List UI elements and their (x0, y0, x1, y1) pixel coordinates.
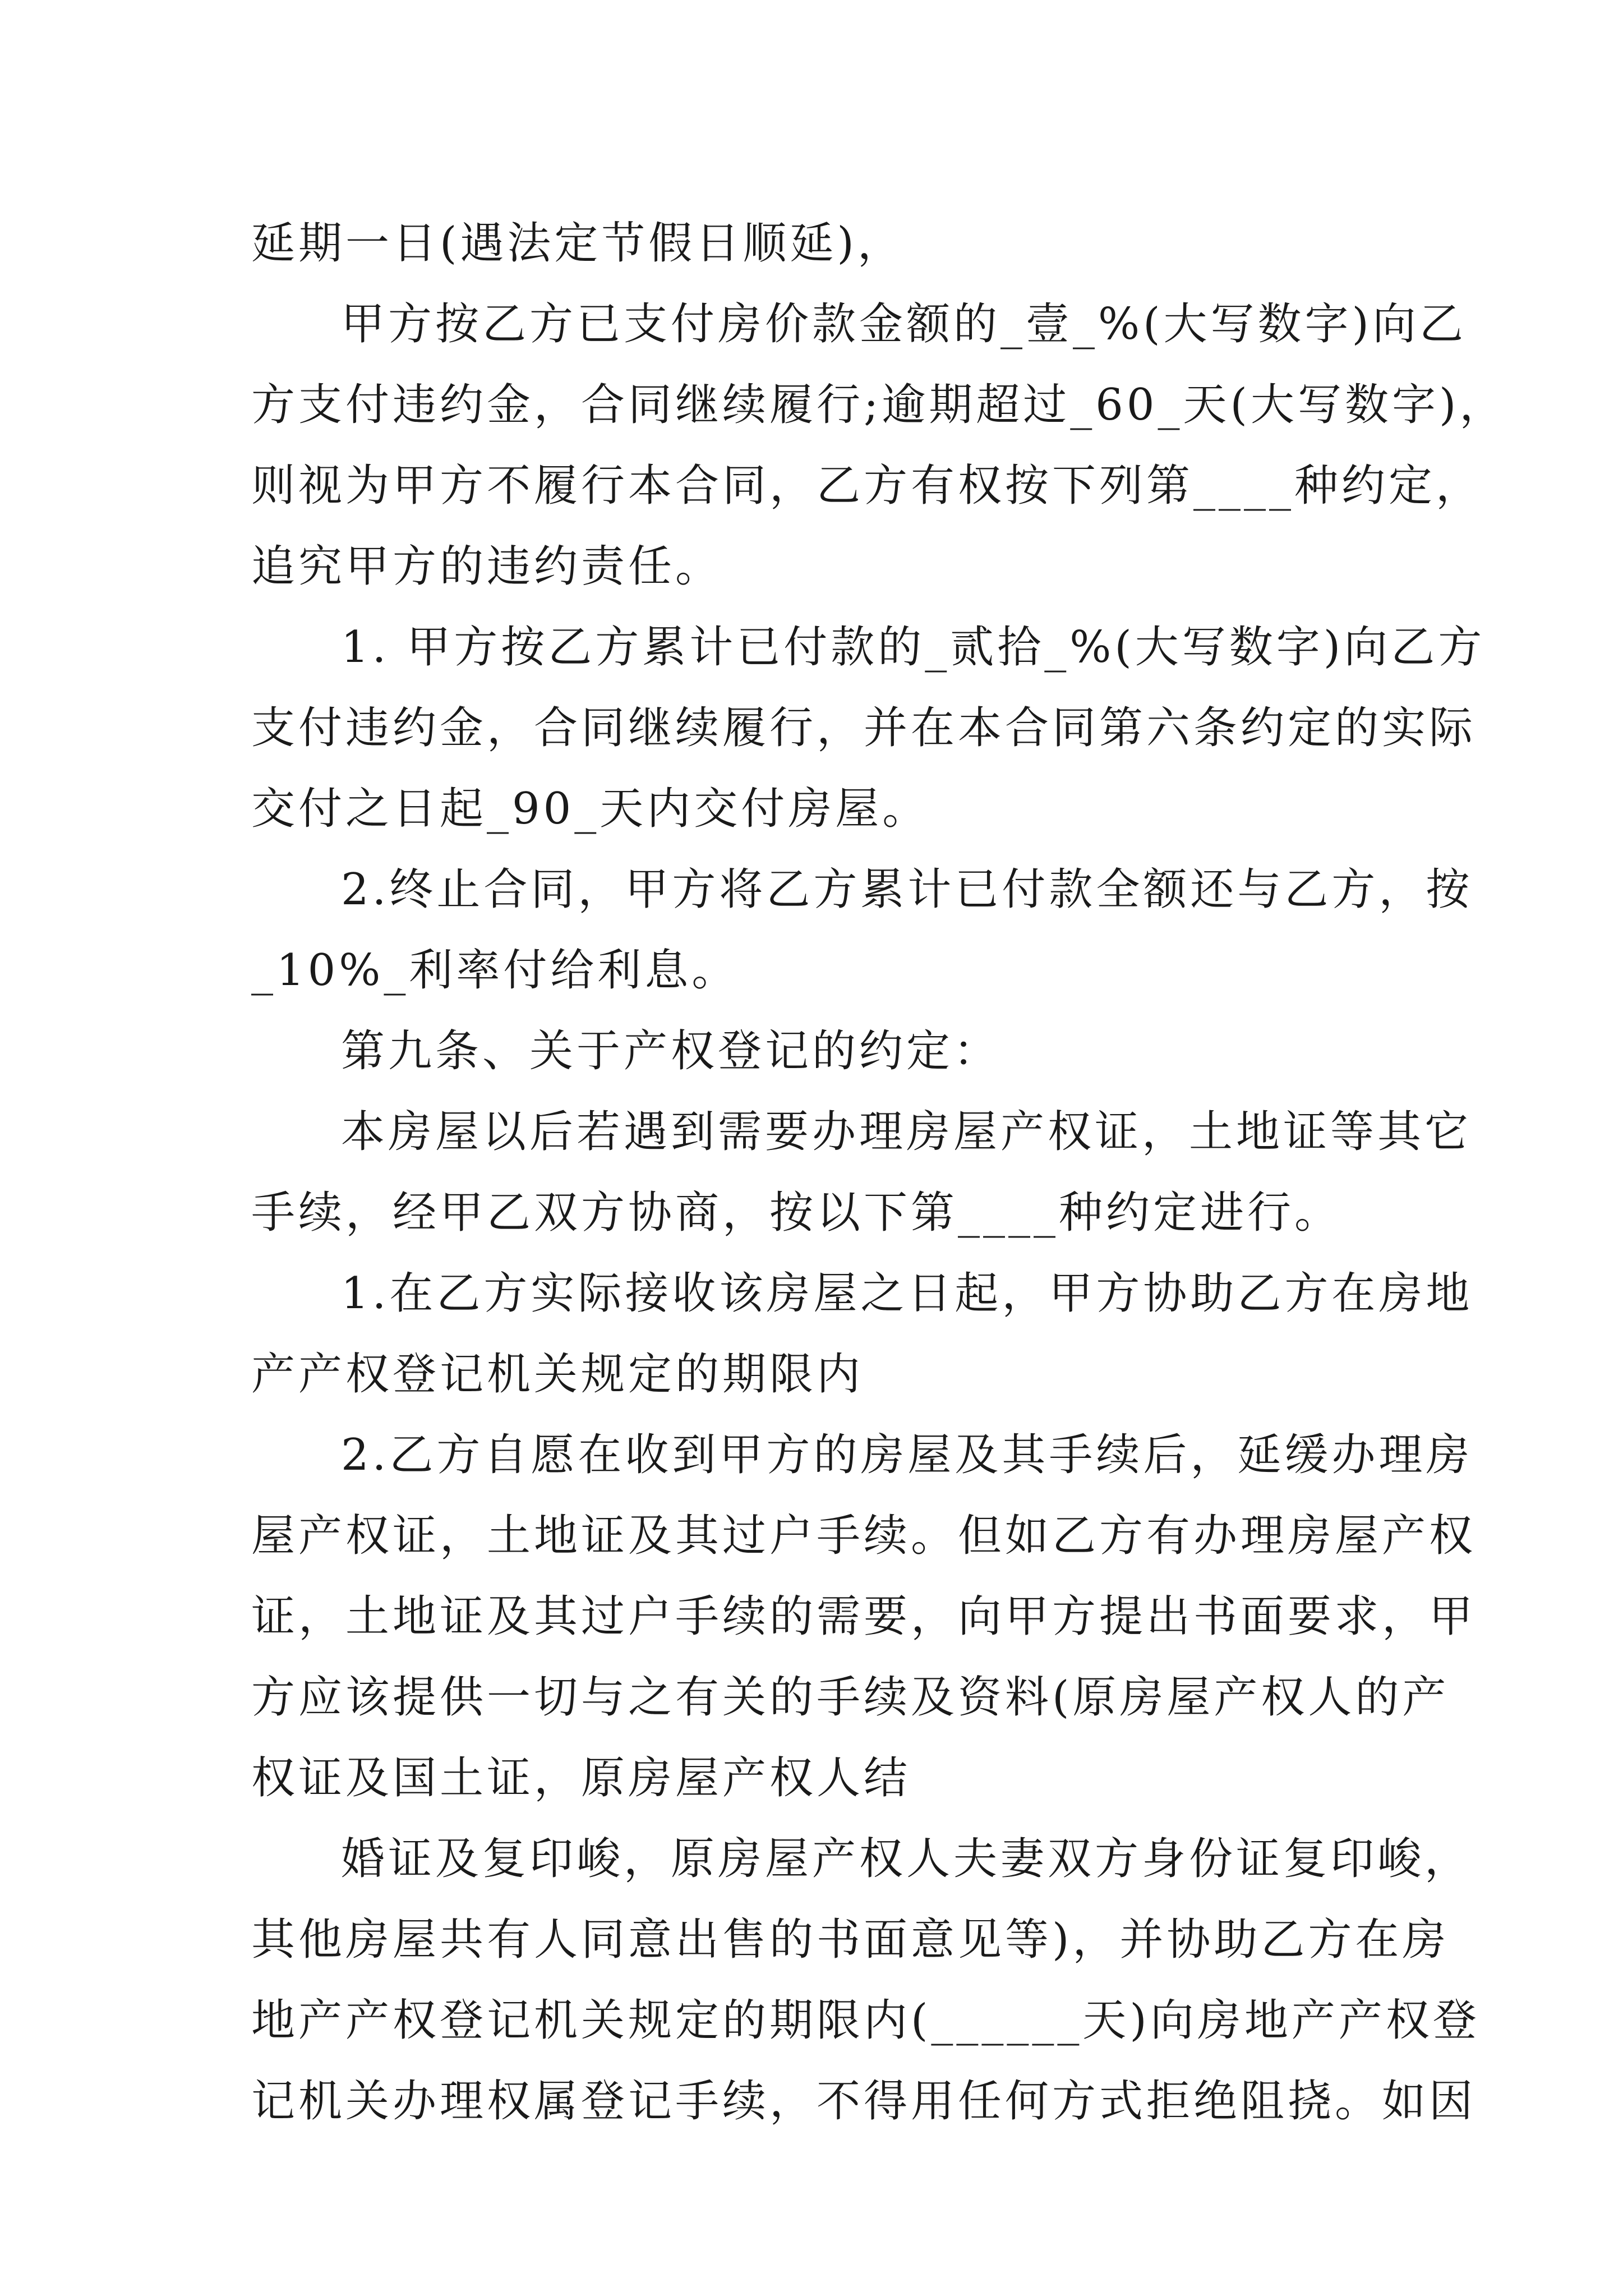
text-line: 其他房屋共有人同意出售的书面意见等)，并协助乙方在房 (251, 1915, 1450, 1965)
section-heading: 第九条、关于产权登记的约定： (341, 1026, 1001, 1076)
text-line: 延期一日(遇法定节假日顺延)， (251, 218, 905, 269)
text-line: 2.终止合同，甲方将乙方累计已付款全额还与乙方，按 (341, 864, 1473, 915)
text-line: 地产产权登记机关规定的期限内(______天)向房地产产权登 (251, 1995, 1480, 2046)
text-line: 支付违约金，合同继续履行，并在本合同第六条约定的实际 (251, 703, 1477, 753)
text-line: 屋产权证，土地证及其过户手续。但如乙方有办理房屋产权 (251, 1511, 1477, 1561)
text-line: 1. 甲方按乙方累计已付款的_贰拾_%(大写数字)向乙方 (341, 622, 1486, 673)
text-line: _10%_利率付给利息。 (251, 945, 739, 996)
text-line: 1.在乙方实际接收该房屋之日起，甲方协助乙方在房地 (341, 1268, 1473, 1319)
document-body (251, 203, 1507, 2142)
text-line: 产产权登记机关规定的期限内 (251, 1349, 864, 1400)
text-line: 方支付违约金，合同继续履行;逾期超过_60_天(大写数字)， (251, 380, 1507, 430)
text-line: 手续，经甲乙双方协商，按以下第____种约定进行。 (251, 1188, 1342, 1238)
text-line: 记机关办理权属登记手续，不得用任何方式拒绝阻挠。如因 (251, 2076, 1477, 2127)
text-line: 方应该提供一切与之有关的手续及资料(原房屋产权人的产 (251, 1672, 1450, 1723)
text-line: 追究甲方的违约责任。 (251, 541, 723, 592)
text-line: 则视为甲方不履行本合同，乙方有权按下列第____种约定， (251, 461, 1483, 511)
text-line: 证，土地证及其过户手续的需要，向甲方提出书面要求，甲 (251, 1591, 1477, 1642)
text-line: 2.乙方自愿在收到甲方的房屋及其手续后，延缓办理房 (341, 1430, 1473, 1480)
text-line: 交付之日起_90_天内交付房屋。 (251, 784, 930, 834)
text-line: 权证及国土证，原房屋产权人结 (251, 1753, 911, 1803)
text-line: 甲方按乙方已支付房价款金额的_壹_%(大写数字)向乙 (341, 299, 1467, 349)
text-line: 本房屋以后若遇到需要办理房屋产权证，土地证等其它 (341, 1107, 1472, 1157)
text-line: 婚证及复印峻，原房屋产权人夫妻双方身份证复印峻， (341, 1834, 1472, 1884)
